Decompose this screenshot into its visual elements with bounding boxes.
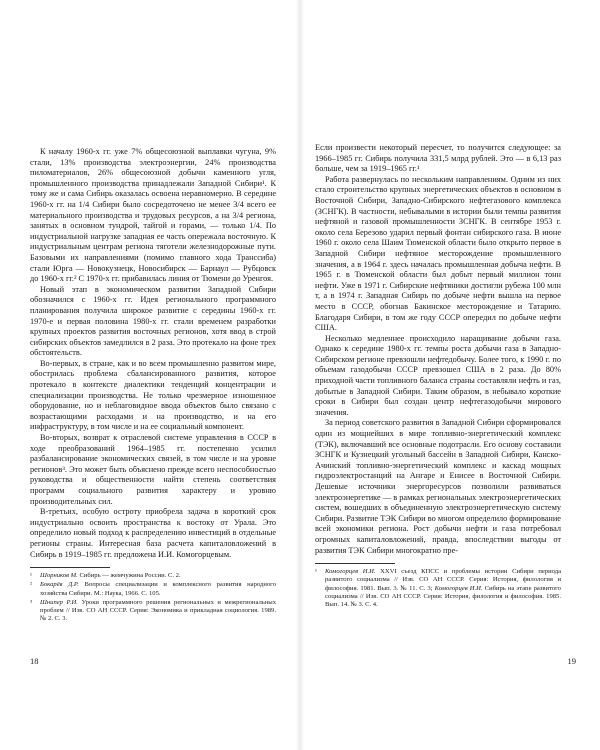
right-paragraph-2: Работа развернулась по нескольким направлениям. Одним из них стало строительство крупных энергетических объектов в основном в Восточной Сибири, Западно-Сибирского нефтегазового комплекса (ЗСНГК). В частности, небывалыми в истории были темпы развития нефтяной и газовой промышленности ЗСНГК. В сентябре 1953 г. около села Березово ударил первый фонтан сибирского газа. В июне 1960 г. около села Шаим Тюменской области было открыто первое в Западной Сибири нефтяное месторождение промышленного значения, а в 1964 г. здесь началась промышленная добыча нефти. В 1965 г. в Тюменской области был добыт первый миллион тонн нефти. Уже в 1971 г. Сибирские нефтяники достигли рубежа 100 млн т, а в 1974 г. Западная Сибирь по добыче нефти вышла на первое место в СССР, обогнав Бакинское месторождение и Татарию. Благодаря Сибири, в том же году СССР опередил по добыче нефти США. [315,174,561,333]
left-paragraph-1: К началу 1960-х гг. уже 7% общесоюзной выплавки чугуна, 9% стали, 13% производства электроэнергии, 24% производства пиломатериалов, 26% общесоюзной добычи каменного угля, промышленного производства принадлежали Западной Сибири¹. К тому же и сама Сибирь оказалась освоена неравномерно. В середине 1960-х гг. на 1/4 Сибири было сосредоточено не менее 3/4 всего ее материального производства и трудовых ресурсов, а на 3/4 региона, занятых в основном тундрой, тайгой и горами, — только 1/4. По индустриальной нагрузке западная ее часть опережала восточную. К индустриальным центрам региона тяготели железнодорожные пути. Базовыми их направлениями (помимо главного хода Транссиба) стали Юрга — Новокузнецк, Новосибирск — Барнаул — Рубцовск до 1960-х гг.² С 1970-х гг. прибавилась линия от Тюмени до Уренгоя. [30,147,276,284]
right-paragraph-4: За период советского развития в Западной Сибири сформировался один из мощнейших в мире топливно-энергетический комплекс (ТЭК), включавший все основные подотрасли. Его основу составили ЗСНГК и Кузнецкий угольный бассейн в Западной Сибири, Канско-Ачинский топливно-энергетический комплекс и каскад мощных гидроэлектростанций на Ангаре и Енисее в Восточной Сибири. Дешевые источники энергоресурсов позволили развиваться электроэнергетике — в рамках региональных электроэнергетических систем, вошедших в объединенную электроэнергетическую систему Сибири. Развитие ТЭК Сибири во многом определило формирование всей экономики региона. Рост добычи нефти и газа потребовал огромных капиталовложений, правда, впоследствии выгоды от развития ТЭК Сибири многократно пре- [315,418,561,555]
left-paragraph-2: Новый этап в экономическом развитии Западной Сибири обозначился с 1960-х гг. Идея регионального программного планирования получила широкое развитие с середины 1960-х гг. 1970-е и первая половина 1980-х гг. стали временем разработки крупных проектов развития восточных регионов, хотя ввод в строй сибирских объектов замедлился в 2 раза. Это протекало на фоне трех обстоятельств. [30,284,276,358]
left-paragraph-5: В-третьих, особую остроту приобрела задача в короткий срок индустриально освоить пространства к востоку от Урала. Это определило новый подход к распределению инвестиций в отдельные регионы страны. Интересная база расчета капиталовложений в Сибирь в 1919–1985 гг. предложена И.И. Комогорцевым. [30,507,276,559]
left-footnote-1 [30,572,276,580]
footnote-author: Шнипер Р.И. [40,598,78,606]
footnote-text: XXVI съезд КПСС и проблемы истории Сибири периода развитого социализма // Изв. СО АН СССР. Серия: История, филология и философия. 1981. Вып. 3. № 11. С. 3; [325,568,561,592]
footnote-text: Уроки программного решения региональных и межрегиональных проблем // Изв. СО АН СССР. Серия: Экономика и прикладная социология. 1989. № 2. С. 3. [40,598,277,623]
right-page [300,0,600,750]
footnote-number: ¹ [315,568,317,576]
left-footnote-rule [30,567,110,568]
right-text-column [315,143,561,610]
left-footnote-2 [30,581,276,597]
footnote-text-2: Сибирь на этапе развитого социализма // Изв. СО АН СССР. Серия: История, филология и философия. 1985. Вып. 14. № 3. С. 4. [325,584,561,608]
footnote-number: ² [30,581,32,589]
footnote-number: ¹ [30,572,32,580]
left-page-number: 18 [30,656,39,666]
footnote-author: Шорников М. [40,572,78,580]
footnote-author: Бокарёв Д.Р. [40,581,79,589]
footnote-text: Вопросы специализации и комплексного развития народного хозяйства Сибири. М.: Наука, 1966. С. 105. [40,581,276,597]
footnote-text: Сибирь — жемчужина России. С. 2. [79,572,181,580]
left-paragraph-4: Во-вторых, возврат к отраслевой системе управления в СССР в ходе преобразований 1964–1985 гг. постепенно усилил разбалансирование экономических связей, в том числе и на уровне регионов³. Это может быть объяснено прежде всего неспособностью руководства и общественности найти степень соответствия программ социального развития характеру и уровню производительных сил. [30,433,276,506]
right-paragraph-3: Несколько медленнее происходило наращивание добычи газа. Однако к середине 1980-х гг. темпы роста добычи газа в Западно-Сибирском регионе превзошли нефтедобычу. Более того, к 1990 г. по объемам газодобычи СССР превзошел США в 2 раза. До 80% приходной части топливного баланса страны составляли нефть и газ, добытые в Западной Сибири. Таким образом, в небывало короткие сроки в Сибири был создан центр нефтегазодобычи мирового значения. [315,333,561,417]
footnote-author: Комогорцев И.И. [325,568,376,576]
right-footnote-rule [315,563,395,564]
footnote-number: ³ [30,598,32,606]
footnote-author-2: Комогорцев И.И. [434,584,483,592]
left-paragraph-3: Во-первых, в стране, как и во всем промышленно развитом мире, обострилась проблема сбалансированного развития, которое протекало в контексте диалектики тенденций концентрации и специализации производства. Не только чрезмерное изношенное оборудование, но и неблаговидное ввода объектов было связано с возрастающими расходами и на производство, и на его инфраструктуру, в том числе и на ее социальный компонент. [30,358,276,432]
right-page-number: 19 [567,656,576,666]
left-footnote-3 [30,599,276,624]
right-footnote-1 [315,568,561,609]
right-paragraph-1: Если произвести некоторый пересчет, то получится следующее: за 1966–1985 гг. Сибирь получила 331,5 млрд рублей. Это — в 6,13 раз больше, чем за 1919–1965 гг.¹ [315,143,561,174]
left-text-column [30,147,276,624]
